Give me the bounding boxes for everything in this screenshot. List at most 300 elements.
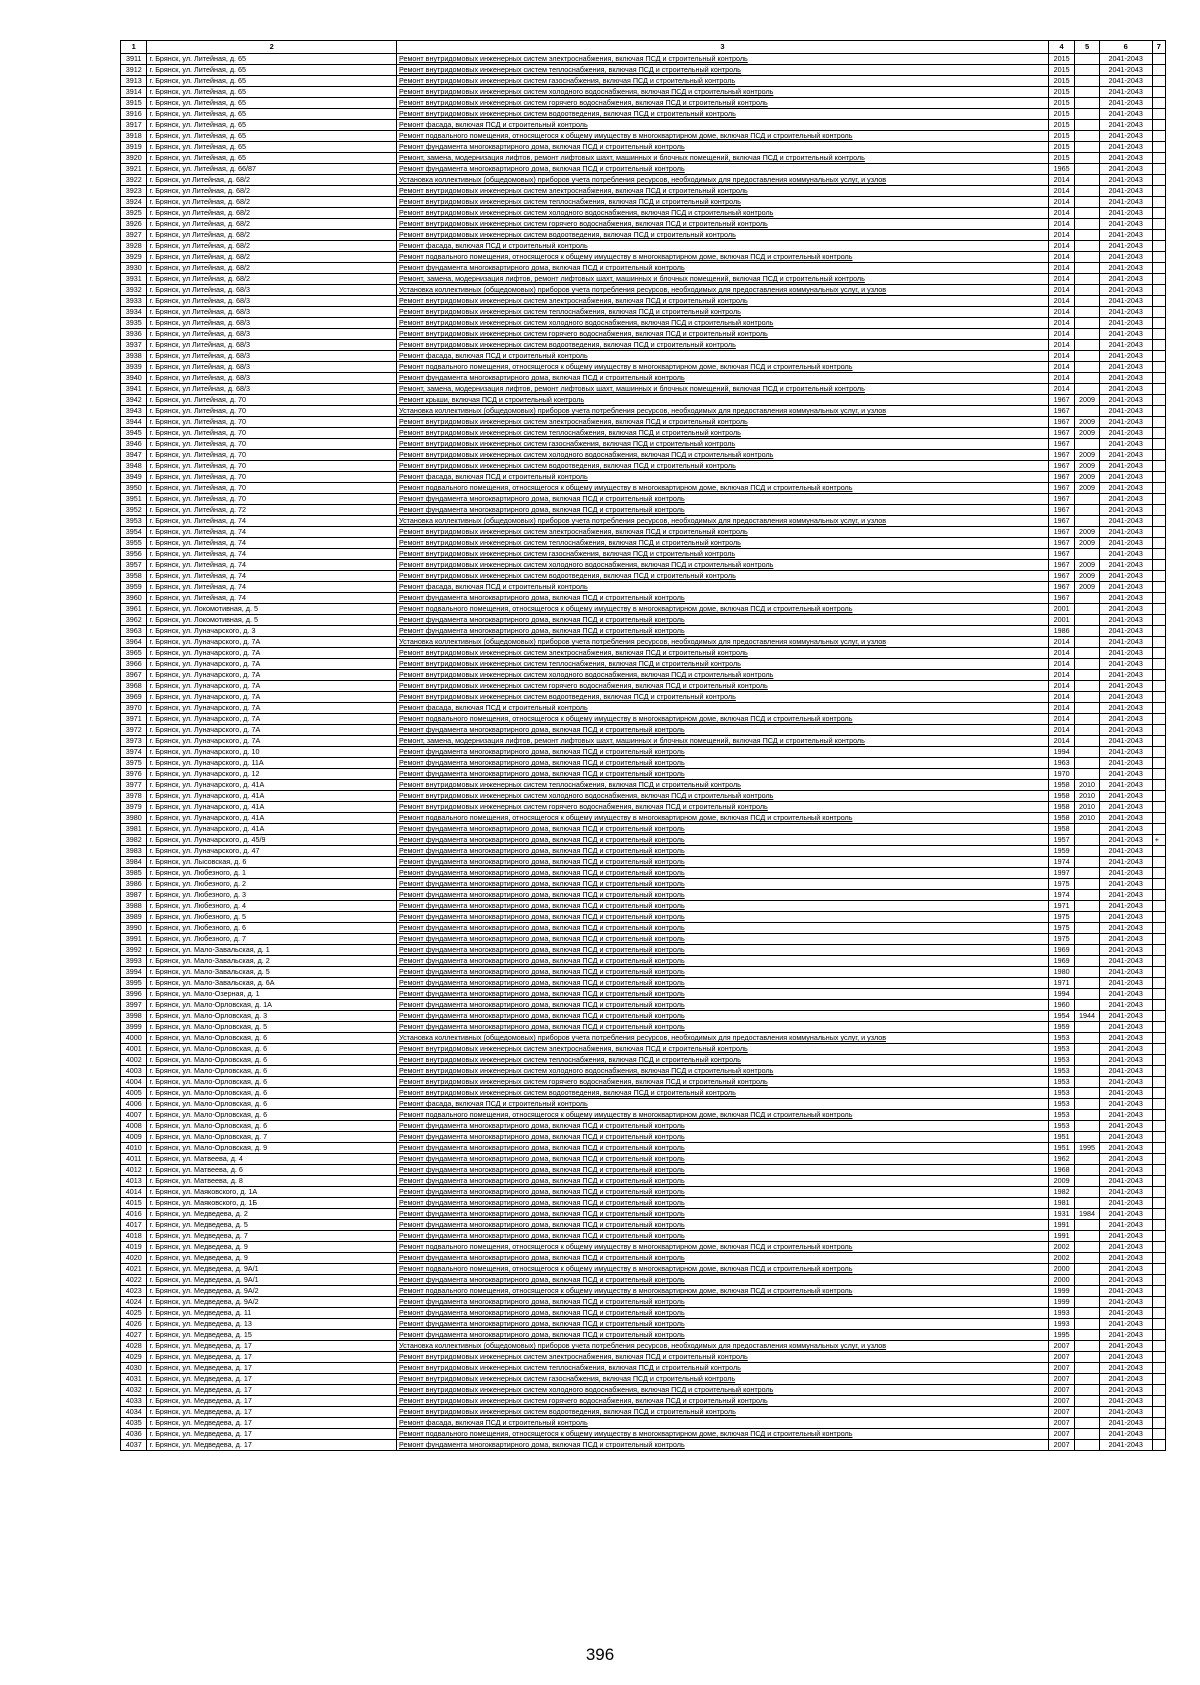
work-type-cell: Ремонт внутридомовых инженерных систем горячего водоснабжения, включая ПСД и строительный контроль [397, 1077, 1049, 1088]
address-cell: г. Брянск, ул Литейная, д. 68/2 [147, 252, 397, 263]
address-cell: г. Брянск, ул. Медведева, д. 17 [147, 1363, 397, 1374]
table-row [121, 274, 1166, 285]
table-row [121, 241, 1166, 252]
table-row [121, 780, 1166, 791]
work-type-cell: Ремонт внутридомовых инженерных систем газоснабжения, включая ПСД и строительный контроль [397, 549, 1049, 560]
work-type-cell: Ремонт внутридомовых инженерных систем теплоснабжения, включая ПСД и строительный контроль [397, 428, 1049, 439]
address-cell: г. Брянск, ул. Луначарского, д. 7А [147, 692, 397, 703]
year-cell: 1953 [1048, 1121, 1074, 1132]
work-type-cell: Ремонт внутридомовых инженерных систем водоотведения, включая ПСД и строительный контроль [397, 692, 1049, 703]
note-cell [1152, 285, 1165, 296]
year-cell: 1965 [1048, 164, 1074, 175]
year-cell: 2014 [1048, 208, 1074, 219]
row-number-cell: 4008 [121, 1121, 147, 1132]
note-cell [1152, 1253, 1165, 1264]
work-type-cell: Ремонт внутридомовых инженерных систем горячего водоснабжения, включая ПСД и строительный контроль [397, 329, 1049, 340]
row-number-cell: 3990 [121, 923, 147, 934]
address-cell: г. Брянск, ул. Мало-Орловская, д. 1А [147, 1000, 397, 1011]
work-type-cell: Ремонт фундамента многоквартирного дома, включая ПСД и строительный контроль [397, 989, 1049, 1000]
repair-year-cell [1075, 1264, 1099, 1275]
note-cell [1152, 1011, 1165, 1022]
planned-period-cell: 2041-2043 [1099, 1242, 1152, 1253]
planned-period-cell: 2041-2043 [1099, 1286, 1152, 1297]
note-cell [1152, 1308, 1165, 1319]
repair-year-cell [1075, 1352, 1099, 1363]
address-cell: г. Брянск, ул. Маяковского, д. 1Б [147, 1198, 397, 1209]
address-cell: г. Брянск, ул. Медведева, д. 5 [147, 1220, 397, 1231]
note-cell [1152, 296, 1165, 307]
work-type-cell: Ремонт фундамента многоквартирного дома, включая ПСД и строительный контроль [397, 505, 1049, 516]
planned-period-cell: 2041-2043 [1099, 527, 1152, 538]
address-cell: г. Брянск, ул Литейная, д. 68/3 [147, 285, 397, 296]
table-row [121, 846, 1166, 857]
column-header: 5 [1075, 41, 1099, 54]
work-type-cell: Ремонт внутридомовых инженерных систем водоотведения, включая ПСД и строительный контроль [397, 340, 1049, 351]
work-type-cell: Ремонт подвального помещения, относящегося к общему имуществу в многоквартирном доме, включая ПСД и строительный контроль [397, 1242, 1049, 1253]
table-row [121, 285, 1166, 296]
note-cell [1152, 197, 1165, 208]
table-header-row [121, 41, 1166, 54]
table-row [121, 824, 1166, 835]
note-cell [1152, 450, 1165, 461]
table-row [121, 1110, 1166, 1121]
address-cell: г. Брянск, ул Литейная, д. 68/2 [147, 230, 397, 241]
table-row [121, 340, 1166, 351]
repair-year-cell [1075, 1385, 1099, 1396]
address-cell: г. Брянск, ул. Мало-Орловская, д. 6 [147, 1033, 397, 1044]
row-number-cell: 4009 [121, 1132, 147, 1143]
repair-year-cell: 2009 [1075, 428, 1099, 439]
note-cell [1152, 318, 1165, 329]
note-cell [1152, 681, 1165, 692]
address-cell: г. Брянск, ул. Мало-Орловская, д. 6 [147, 1088, 397, 1099]
address-cell: г. Брянск, ул Литейная, д. 68/2 [147, 219, 397, 230]
table-row [121, 582, 1166, 593]
planned-period-cell: 2041-2043 [1099, 1330, 1152, 1341]
planned-period-cell: 2041-2043 [1099, 1077, 1152, 1088]
year-cell: 1963 [1048, 758, 1074, 769]
year-cell: 2014 [1048, 681, 1074, 692]
table-row [121, 1396, 1166, 1407]
note-cell [1152, 615, 1165, 626]
address-cell: г. Брянск, ул. Луначарского, д. 11А [147, 758, 397, 769]
year-cell: 1967 [1048, 593, 1074, 604]
work-type-cell: Ремонт внутридомовых инженерных систем холодного водоснабжения, включая ПСД и строительный контроль [397, 87, 1049, 98]
repair-year-cell [1075, 1187, 1099, 1198]
table-row [121, 450, 1166, 461]
repair-year-cell [1075, 1154, 1099, 1165]
address-cell: г. Брянск, ул. Любезного, д. 5 [147, 912, 397, 923]
year-cell: 1962 [1048, 1154, 1074, 1165]
repair-year-cell [1075, 362, 1099, 373]
year-cell: 1975 [1048, 923, 1074, 934]
table-row [121, 1121, 1166, 1132]
address-cell: г. Брянск, ул. Луначарского, д. 7А [147, 659, 397, 670]
note-cell [1152, 934, 1165, 945]
address-cell: г. Брянск, ул. Медведева, д. 17 [147, 1407, 397, 1418]
repair-year-cell [1075, 1165, 1099, 1176]
year-cell: 1980 [1048, 967, 1074, 978]
year-cell: 1999 [1048, 1297, 1074, 1308]
work-type-cell: Ремонт фасада, включая ПСД и строительный контроль [397, 351, 1049, 362]
year-cell: 2001 [1048, 615, 1074, 626]
table-row [121, 1297, 1166, 1308]
note-cell [1152, 307, 1165, 318]
repair-year-cell: 1995 [1075, 1143, 1099, 1154]
table-row [121, 1011, 1166, 1022]
table-row [121, 1440, 1166, 1451]
note-cell [1152, 846, 1165, 857]
table-row [121, 329, 1166, 340]
year-cell: 2014 [1048, 692, 1074, 703]
row-number-cell: 4024 [121, 1297, 147, 1308]
address-cell: г. Брянск, ул. Локомотивная, д. 5 [147, 604, 397, 615]
row-number-cell: 3923 [121, 186, 147, 197]
address-cell: г. Брянск, ул Литейная, д. 68/2 [147, 186, 397, 197]
year-cell: 2007 [1048, 1341, 1074, 1352]
column-header: 3 [397, 41, 1049, 54]
repair-year-cell [1075, 1110, 1099, 1121]
year-cell: 2000 [1048, 1275, 1074, 1286]
planned-period-cell: 2041-2043 [1099, 945, 1152, 956]
row-number-cell: 3944 [121, 417, 147, 428]
note-cell [1152, 1220, 1165, 1231]
address-cell: г. Брянск, ул. Медведева, д. 9А/2 [147, 1286, 397, 1297]
planned-period-cell: 2041-2043 [1099, 1319, 1152, 1330]
work-type-cell: Ремонт фундамента многоквартирного дома, включая ПСД и строительный контроль [397, 626, 1049, 637]
planned-period-cell: 2041-2043 [1099, 1396, 1152, 1407]
repair-year-cell [1075, 1022, 1099, 1033]
note-cell [1152, 758, 1165, 769]
address-cell: г. Брянск, ул. Любезного, д. 1 [147, 868, 397, 879]
repair-year-cell [1075, 252, 1099, 263]
address-cell: г. Брянск, ул. Медведева, д. 9А/2 [147, 1297, 397, 1308]
planned-period-cell: 2041-2043 [1099, 208, 1152, 219]
note-cell [1152, 1297, 1165, 1308]
repair-year-cell [1075, 98, 1099, 109]
row-number-cell: 3920 [121, 153, 147, 164]
work-type-cell: Ремонт фундамента многоквартирного дома, включая ПСД и строительный контроль [397, 1253, 1049, 1264]
note-cell [1152, 1418, 1165, 1429]
row-number-cell: 4023 [121, 1286, 147, 1297]
year-cell: 1967 [1048, 560, 1074, 571]
year-cell: 2014 [1048, 197, 1074, 208]
work-type-cell: Ремонт внутридомовых инженерных систем электроснабжения, включая ПСД и строительный контроль [397, 527, 1049, 538]
planned-period-cell: 2041-2043 [1099, 736, 1152, 747]
address-cell: г. Брянск, ул Литейная, д. 68/3 [147, 296, 397, 307]
table-row [121, 516, 1166, 527]
address-cell: г. Брянск, ул. Литейная, д. 70 [147, 417, 397, 428]
work-type-cell: Ремонт внутридомовых инженерных систем холодного водоснабжения, включая ПСД и строительный контроль [397, 450, 1049, 461]
table-row [121, 1022, 1166, 1033]
table-row [121, 131, 1166, 142]
note-cell [1152, 373, 1165, 384]
note-cell [1152, 1407, 1165, 1418]
row-number-cell: 3943 [121, 406, 147, 417]
work-type-cell: Ремонт внутридомовых инженерных систем холодного водоснабжения, включая ПСД и строительный контроль [397, 1066, 1049, 1077]
table-row [121, 76, 1166, 87]
repair-year-cell [1075, 1088, 1099, 1099]
address-cell: г. Брянск, ул. Луначарского, д. 7А [147, 670, 397, 681]
year-cell: 1967 [1048, 428, 1074, 439]
work-type-cell: Ремонт фундамента многоквартирного дома, включая ПСД и строительный контроль [397, 945, 1049, 956]
year-cell: 1991 [1048, 1231, 1074, 1242]
repair-year-cell [1075, 1275, 1099, 1286]
year-cell: 1969 [1048, 945, 1074, 956]
row-number-cell: 4005 [121, 1088, 147, 1099]
table-row [121, 901, 1166, 912]
row-number-cell: 3957 [121, 560, 147, 571]
row-number-cell: 3988 [121, 901, 147, 912]
work-type-cell: Ремонт внутридомовых инженерных систем теплоснабжения, включая ПСД и строительный контроль [397, 1363, 1049, 1374]
planned-period-cell: 2041-2043 [1099, 87, 1152, 98]
work-type-cell: Ремонт подвального помещения, относящегося к общему имуществу в многоквартирном доме, включая ПСД и строительный контроль [397, 1110, 1049, 1121]
repair-year-cell [1075, 934, 1099, 945]
address-cell: г. Брянск, ул. Литейная, д. 74 [147, 560, 397, 571]
planned-period-cell: 2041-2043 [1099, 263, 1152, 274]
work-type-cell: Ремонт фасада, включая ПСД и строительный контроль [397, 582, 1049, 593]
table-row [121, 967, 1166, 978]
planned-period-cell: 2041-2043 [1099, 450, 1152, 461]
note-cell [1152, 725, 1165, 736]
note-cell [1152, 1209, 1165, 1220]
address-cell: г. Брянск, ул. Мало-Орловская, д. 3 [147, 1011, 397, 1022]
repair-year-cell [1075, 1000, 1099, 1011]
year-cell: 2014 [1048, 659, 1074, 670]
note-cell [1152, 252, 1165, 263]
repair-year-cell [1075, 307, 1099, 318]
address-cell: г. Брянск, ул. Медведева, д. 17 [147, 1396, 397, 1407]
repair-year-cell [1075, 989, 1099, 1000]
planned-period-cell: 2041-2043 [1099, 824, 1152, 835]
row-number-cell: 4025 [121, 1308, 147, 1319]
address-cell: г. Брянск, ул. Мало-Орловская, д. 9 [147, 1143, 397, 1154]
year-cell: 1953 [1048, 1110, 1074, 1121]
year-cell: 1958 [1048, 802, 1074, 813]
repair-year-cell [1075, 373, 1099, 384]
work-type-cell: Ремонт фундамента многоквартирного дома, включая ПСД и строительный контроль [397, 725, 1049, 736]
repair-year-cell [1075, 406, 1099, 417]
year-cell: 1951 [1048, 1143, 1074, 1154]
note-cell [1152, 241, 1165, 252]
repair-year-cell [1075, 1033, 1099, 1044]
work-type-cell: Ремонт фундамента многоквартирного дома, включая ПСД и строительный контроль [397, 373, 1049, 384]
row-number-cell: 3999 [121, 1022, 147, 1033]
address-cell: г. Брянск, ул Литейная, д. 68/3 [147, 384, 397, 395]
row-number-cell: 4019 [121, 1242, 147, 1253]
row-number-cell: 4021 [121, 1264, 147, 1275]
address-cell: г. Брянск, ул. Литейная, д. 70 [147, 395, 397, 406]
repair-year-cell: 2009 [1075, 461, 1099, 472]
planned-period-cell: 2041-2043 [1099, 285, 1152, 296]
address-cell: г. Брянск, ул. Луначарского, д. 10 [147, 747, 397, 758]
year-cell: 2001 [1048, 604, 1074, 615]
planned-period-cell: 2041-2043 [1099, 98, 1152, 109]
planned-period-cell: 2041-2043 [1099, 1055, 1152, 1066]
year-cell: 1967 [1048, 494, 1074, 505]
year-cell: 2014 [1048, 736, 1074, 747]
repair-year-cell [1075, 131, 1099, 142]
note-cell [1152, 1055, 1165, 1066]
row-number-cell: 3963 [121, 626, 147, 637]
work-type-cell: Ремонт внутридомовых инженерных систем газоснабжения, включая ПСД и строительный контроль [397, 76, 1049, 87]
note-cell [1152, 1176, 1165, 1187]
row-number-cell: 3919 [121, 142, 147, 153]
note-cell [1152, 1132, 1165, 1143]
year-cell: 1975 [1048, 912, 1074, 923]
address-cell: г. Брянск, ул. Мало-Орловская, д. 6 [147, 1121, 397, 1132]
repair-year-cell [1075, 1319, 1099, 1330]
address-cell: г. Брянск, ул. Матвеева, д. 6 [147, 1165, 397, 1176]
work-type-cell: Ремонт внутридомовых инженерных систем холодного водоснабжения, включая ПСД и строительный контроль [397, 560, 1049, 571]
repair-year-cell [1075, 65, 1099, 76]
planned-period-cell: 2041-2043 [1099, 252, 1152, 263]
work-type-cell: Установка коллективных (общедомовых) приборов учета потребления ресурсов, необходимых для предоставления коммунальных услуг, и узлов [397, 175, 1049, 186]
row-number-cell: 4017 [121, 1220, 147, 1231]
table-row [121, 1253, 1166, 1264]
year-cell: 2014 [1048, 703, 1074, 714]
note-cell [1152, 648, 1165, 659]
row-number-cell: 3961 [121, 604, 147, 615]
address-cell: г. Брянск, ул Литейная, д. 68/2 [147, 197, 397, 208]
work-type-cell: Ремонт внутридомовых инженерных систем теплоснабжения, включая ПСД и строительный контроль [397, 538, 1049, 549]
table-row [121, 769, 1166, 780]
note-cell [1152, 1286, 1165, 1297]
address-cell: г. Брянск, ул. Луначарского, д. 41А [147, 824, 397, 835]
year-cell: 1967 [1048, 450, 1074, 461]
note-cell [1152, 164, 1165, 175]
repair-year-cell: 2010 [1075, 802, 1099, 813]
note-cell [1152, 516, 1165, 527]
repair-year-cell: 2009 [1075, 417, 1099, 428]
year-cell: 2015 [1048, 109, 1074, 120]
repair-year-cell [1075, 714, 1099, 725]
table-row [121, 109, 1166, 120]
note-cell [1152, 1396, 1165, 1407]
address-cell: г. Брянск, ул. Луначарского, д. 47 [147, 846, 397, 857]
planned-period-cell: 2041-2043 [1099, 868, 1152, 879]
repair-year-cell [1075, 208, 1099, 219]
planned-period-cell: 2041-2043 [1099, 1374, 1152, 1385]
table-row [121, 538, 1166, 549]
planned-period-cell: 2041-2043 [1099, 1440, 1152, 1451]
table-row [121, 428, 1166, 439]
year-cell: 2007 [1048, 1418, 1074, 1429]
address-cell: г. Брянск, ул. Медведева, д. 2 [147, 1209, 397, 1220]
year-cell: 2014 [1048, 296, 1074, 307]
repair-year-cell [1075, 868, 1099, 879]
planned-period-cell: 2041-2043 [1099, 637, 1152, 648]
table-row [121, 560, 1166, 571]
planned-period-cell: 2041-2043 [1099, 1154, 1152, 1165]
year-cell: 1954 [1048, 1011, 1074, 1022]
year-cell: 1953 [1048, 1077, 1074, 1088]
note-cell [1152, 791, 1165, 802]
work-type-cell: Ремонт подвального помещения, относящегося к общему имуществу в многоквартирном доме, включая ПСД и строительный контроль [397, 714, 1049, 725]
year-cell: 2014 [1048, 725, 1074, 736]
table-row [121, 1077, 1166, 1088]
work-type-cell: Ремонт фундамента многоквартирного дома, включая ПСД и строительный контроль [397, 1121, 1049, 1132]
repair-year-cell [1075, 923, 1099, 934]
table-row [121, 120, 1166, 131]
row-number-cell: 3989 [121, 912, 147, 923]
work-type-cell: Ремонт фундамента многоквартирного дома, включая ПСД и строительный контроль [397, 1319, 1049, 1330]
planned-period-cell: 2041-2043 [1099, 120, 1152, 131]
note-cell [1152, 1385, 1165, 1396]
note-cell [1152, 1242, 1165, 1253]
document-page [120, 40, 1166, 1451]
work-type-cell: Ремонт фундамента многоквартирного дома, включая ПСД и строительный контроль [397, 835, 1049, 846]
planned-period-cell: 2041-2043 [1099, 164, 1152, 175]
address-cell: г. Брянск, ул. Медведева, д. 9А/1 [147, 1275, 397, 1286]
note-cell [1152, 175, 1165, 186]
address-cell: г. Брянск, ул. Мало-Завальская, д. 1 [147, 945, 397, 956]
note-cell [1152, 967, 1165, 978]
row-number-cell: 3929 [121, 252, 147, 263]
row-number-cell: 4004 [121, 1077, 147, 1088]
year-cell: 2015 [1048, 142, 1074, 153]
repair-year-cell [1075, 1099, 1099, 1110]
row-number-cell: 3959 [121, 582, 147, 593]
table-row [121, 758, 1166, 769]
note-cell [1152, 263, 1165, 274]
year-cell: 1967 [1048, 516, 1074, 527]
planned-period-cell: 2041-2043 [1099, 1187, 1152, 1198]
planned-period-cell: 2041-2043 [1099, 934, 1152, 945]
row-number-cell: 4028 [121, 1341, 147, 1352]
planned-period-cell: 2041-2043 [1099, 769, 1152, 780]
planned-period-cell: 2041-2043 [1099, 131, 1152, 142]
note-cell [1152, 109, 1165, 120]
repair-year-cell [1075, 978, 1099, 989]
row-number-cell: 3952 [121, 505, 147, 516]
table-row [121, 1363, 1166, 1374]
row-number-cell: 3979 [121, 802, 147, 813]
year-cell: 2014 [1048, 241, 1074, 252]
work-type-cell: Ремонт фундамента многоквартирного дома, включая ПСД и строительный контроль [397, 747, 1049, 758]
repair-year-cell: 2010 [1075, 791, 1099, 802]
note-cell [1152, 1440, 1165, 1451]
note-cell [1152, 54, 1165, 65]
planned-period-cell: 2041-2043 [1099, 626, 1152, 637]
year-cell: 2014 [1048, 219, 1074, 230]
row-number-cell: 3983 [121, 846, 147, 857]
year-cell: 2014 [1048, 362, 1074, 373]
work-type-cell: Ремонт, замена, модернизация лифтов, ремонт лифтовых шахт, машинных и блочных помещений, включая ПСД и строительный контроль [397, 274, 1049, 285]
row-number-cell: 3925 [121, 208, 147, 219]
note-cell [1152, 1088, 1165, 1099]
work-type-cell: Ремонт фундамента многоквартирного дома, включая ПСД и строительный контроль [397, 1143, 1049, 1154]
table-row [121, 1374, 1166, 1385]
table-row [121, 670, 1166, 681]
repair-year-cell: 2009 [1075, 560, 1099, 571]
year-cell: 1967 [1048, 582, 1074, 593]
year-cell: 2007 [1048, 1396, 1074, 1407]
address-cell: г. Брянск, ул. Луначарского, д. 7А [147, 637, 397, 648]
repair-year-cell [1075, 76, 1099, 87]
table-row [121, 439, 1166, 450]
note-cell [1152, 527, 1165, 538]
address-cell: г. Брянск, ул. Медведева, д. 13 [147, 1319, 397, 1330]
work-type-cell: Ремонт внутридомовых инженерных систем водоотведения, включая ПСД и строительный контроль [397, 230, 1049, 241]
note-cell [1152, 472, 1165, 483]
note-cell [1152, 274, 1165, 285]
work-type-cell: Ремонт фундамента многоквартирного дома, включая ПСД и строительный контроль [397, 1132, 1049, 1143]
row-number-cell: 3987 [121, 890, 147, 901]
planned-period-cell: 2041-2043 [1099, 1341, 1152, 1352]
repair-year-cell [1075, 296, 1099, 307]
table-row [121, 1231, 1166, 1242]
